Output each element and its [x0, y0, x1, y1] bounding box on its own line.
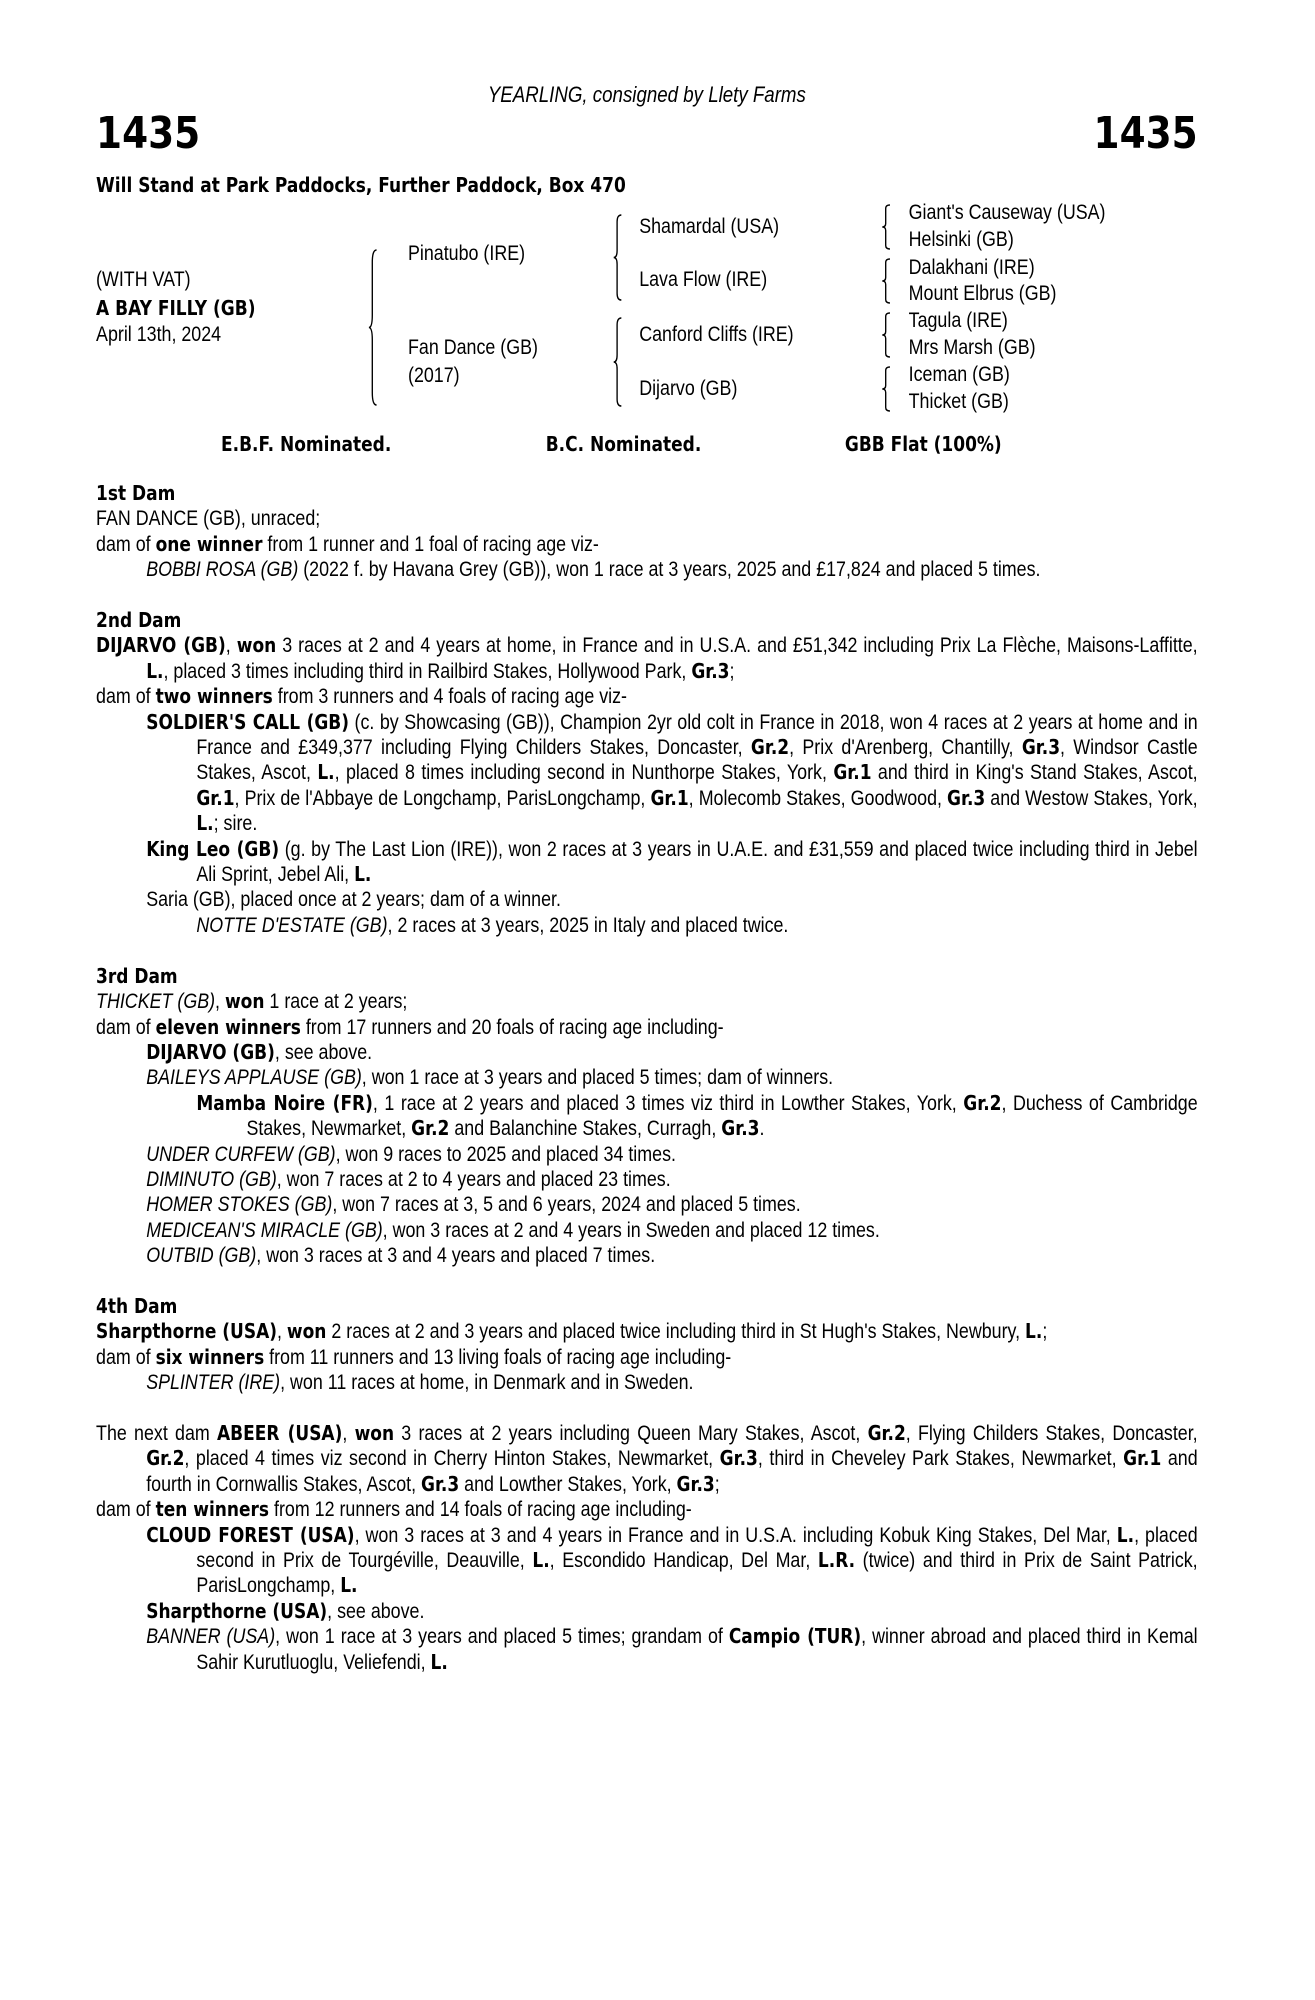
- italic-text: BANNER (USA): [146, 1625, 276, 1649]
- ancestor-ggd: Mrs Marsh (GB): [908, 336, 1036, 359]
- dam-line-text: [96, 481, 1198, 1700]
- text: , see above.: [327, 1599, 425, 1623]
- bold-text: six winners: [155, 1344, 265, 1369]
- text: , won 3 races at 2 and 4 years in Sweden and placed 12 times.: [382, 1218, 880, 1242]
- pedigree-paragraph: [96, 1599, 1198, 1624]
- italic-text: UNDER CURFEW (GB): [146, 1142, 336, 1166]
- bold-text: Gr.2: [963, 1090, 1002, 1115]
- text: from 11 runners and 13 living foals of racing age including-: [264, 1345, 732, 1369]
- bold-text: L.: [1116, 1522, 1135, 1547]
- text: , Duchess of Cambridge Stakes, Newmarket,: [246, 1091, 1198, 1141]
- bold-text: L.: [317, 760, 335, 785]
- ancestor-ggs: Giant's Causeway (USA): [908, 201, 1106, 224]
- bold-text: Gr.3: [421, 1471, 460, 1496]
- stabling-location: Will Stand at Park Paddocks, Further Paddock, Box 470: [96, 173, 626, 197]
- pedigree-paragraph: [96, 913, 1198, 938]
- pedigree-paragraph: [96, 684, 1198, 709]
- text: ,: [342, 1421, 355, 1445]
- text: , third in Cheveley Park Stakes, Newmarket,: [757, 1447, 1124, 1471]
- dam-section: [96, 481, 1198, 583]
- text: , won 7 races at 2 to 4 years and placed 23 times.: [276, 1167, 671, 1191]
- bold-text: DIJARVO (GB): [146, 1039, 275, 1064]
- brace-icon: [882, 259, 891, 303]
- text: .: [759, 1117, 765, 1141]
- text: 3 races at 2 years including Queen Mary Stakes, Ascot,: [394, 1421, 868, 1445]
- italic-text: OUTBID (GB): [146, 1244, 257, 1268]
- text: from 1 runner and 1 foal of racing age viz-: [262, 532, 599, 556]
- brace-icon: [614, 215, 623, 300]
- text: , placed 8 times including second in Nunthorpe Stakes, York,: [334, 761, 834, 785]
- text: from 3 runners and 4 foals of racing age viz-: [272, 685, 628, 709]
- pedigree-paragraph: [96, 1218, 1198, 1243]
- dam-dam: Dijarvo (GB): [639, 377, 738, 400]
- gbb-flat: GBB Flat (100%): [844, 432, 1002, 456]
- text: (2022 f. by Havana Grey (GB)), won 1 race at 3 years, 2025 and £17,824 and placed 5 times.: [298, 558, 1041, 582]
- ancestor-ggs: Dalakhani (IRE): [908, 256, 1035, 279]
- bold-text: won: [224, 989, 265, 1014]
- text: Saria (GB), placed once at 2 years; dam of a winner.: [146, 888, 561, 912]
- pedigree-paragraph: [96, 1015, 1198, 1040]
- text: and fourth in Cornwallis Stakes, Ascot,: [146, 1447, 1198, 1496]
- pedigree-paragraph: [96, 989, 1198, 1014]
- pedigree-paragraph: [96, 1370, 1198, 1395]
- lot-number-left: 1435: [96, 108, 201, 159]
- pedigree-paragraph: [96, 1497, 1198, 1522]
- section-heading: 4th Dam: [96, 1293, 178, 1318]
- bold-text: King Leo (GB): [146, 836, 280, 861]
- italic-text: HOMER STOKES (GB): [146, 1193, 333, 1217]
- italic-text: SPLINTER (IRE): [146, 1371, 281, 1395]
- text: 3 races at 2 and 4 years at home, in France and in U.S.A. and £51,342 including Prix La Flèche, Maisons-Laffitte,: [276, 634, 1198, 658]
- bold-text: Gr.3: [676, 1471, 715, 1496]
- bold-text: Gr.1: [650, 785, 689, 810]
- text: , won 7 races at 3, 5 and 6 years, 2024 and placed 5 times.: [332, 1193, 801, 1217]
- text: ,: [215, 990, 225, 1014]
- bold-text: Gr.1: [1123, 1446, 1162, 1471]
- text: , winner abroad and placed third in Kemal Sahir Kurutluoglu, Veliefendi,: [196, 1625, 1198, 1674]
- pedigree-paragraph: [96, 1040, 1198, 1065]
- brace-icon: [882, 313, 891, 357]
- bold-text: won: [236, 633, 277, 658]
- bold-text: Gr.2: [411, 1116, 450, 1141]
- section-heading: 3rd Dam: [96, 963, 178, 988]
- text: , won 3 races at 3 and 4 years in France and in U.S.A. including Kobuk King Stakes, Del Mar,: [354, 1523, 1117, 1547]
- bc-nomination: B.C. Nominated.: [545, 432, 702, 456]
- text: , won 9 races to 2025 and placed 34 times.: [335, 1142, 676, 1166]
- text: (g. by The Last Lion (IRE)), won 2 races at 3 years in U.A.E. and £31,559 and placed twice including third in Jebel Ali Sprint, Jebel Ali,: [196, 837, 1198, 887]
- dam-sire: Canford Cliffs (IRE): [639, 323, 794, 346]
- bold-text: L.R.: [817, 1548, 856, 1572]
- italic-text: DIMINUTO (GB): [146, 1167, 277, 1191]
- text: , placed 3 times including third in Railbird Stakes, Hollywood Park,: [163, 659, 692, 683]
- text: , Flying Childers Stakes, Doncaster,: [905, 1421, 1198, 1445]
- pedigree-paragraph: [96, 1624, 1198, 1675]
- text: , Prix de l'Abbaye de Longchamp, ParisLongchamp,: [234, 786, 651, 810]
- text: ,: [277, 1320, 287, 1344]
- bold-text: ABEER (USA): [216, 1420, 343, 1445]
- text: , Molecomb Stakes, Goodwood,: [688, 786, 948, 810]
- brace-icon: [614, 318, 623, 406]
- text: , won 3 races at 3 and 4 years and placed 7 times.: [256, 1244, 656, 1268]
- text: dam of: [96, 1498, 156, 1522]
- bold-text: Gr.3: [947, 785, 986, 810]
- text: and Balanchine Stakes, Curragh,: [449, 1117, 722, 1141]
- sire: Pinatubo (IRE): [408, 242, 526, 265]
- bold-text: eleven winners: [155, 1014, 301, 1039]
- sire-sire: Shamardal (USA): [639, 215, 780, 238]
- bold-text: Gr.1: [196, 785, 235, 810]
- pedigree-paragraph: [96, 1421, 1198, 1497]
- text: 1 race at 2 years;: [264, 990, 408, 1014]
- bold-text: L.: [532, 1548, 550, 1572]
- ancestor-ggs: Tagula (IRE): [908, 309, 1008, 332]
- pedigree-paragraph: [96, 1167, 1198, 1192]
- bold-text: won: [286, 1319, 327, 1344]
- text: ;: [714, 1472, 720, 1496]
- lot-name: A BAY FILLY (GB): [96, 296, 256, 320]
- bold-text: Sharpthorne (USA): [146, 1598, 328, 1623]
- bold-text: DIJARVO (GB): [96, 633, 226, 658]
- italic-text: NOTTE D'ESTATE (GB): [196, 913, 388, 937]
- ebf-nomination: E.B.F. Nominated.: [221, 432, 392, 456]
- text: dam of: [96, 1015, 156, 1039]
- vat-note: (WITH VAT): [96, 268, 191, 291]
- text: from 12 runners and 14 foals of racing age including-: [269, 1498, 692, 1522]
- text: dam of: [96, 532, 156, 556]
- text: ;: [729, 659, 735, 683]
- bold-text: Campio (TUR): [728, 1624, 862, 1649]
- text: ;: [1042, 1320, 1048, 1344]
- bold-text: Gr.3: [691, 658, 730, 683]
- dam: Fan Dance (GB): [408, 336, 538, 359]
- text: , see above.: [274, 1040, 373, 1064]
- bold-text: CLOUD FOREST (USA): [146, 1522, 355, 1547]
- bold-text: Gr.3: [1021, 735, 1061, 760]
- text: , placed second in Prix de Tourgéville, Deauville,: [196, 1523, 1198, 1572]
- text: from 17 runners and 20 foals of racing age including-: [300, 1015, 724, 1039]
- section-heading: 2nd Dam: [96, 608, 182, 633]
- bold-text: SOLDIER'S CALL (GB): [146, 709, 350, 734]
- bold-text: ten winners: [155, 1497, 270, 1522]
- text: , Prix d'Arenberg, Chantilly,: [789, 736, 1022, 760]
- pedigree-paragraph: [96, 1192, 1198, 1217]
- ancestor-ggd: Mount Elbrus (GB): [908, 282, 1057, 305]
- text: , won 1 race at 3 years and placed 5 times; grandam of: [275, 1625, 729, 1649]
- bold-text: L.: [430, 1649, 448, 1674]
- text: and Lowther Stakes, York,: [459, 1472, 677, 1496]
- text: dam of: [96, 1345, 156, 1369]
- ancestor-ggd: Thicket (GB): [908, 390, 1009, 413]
- bold-text: Gr.1: [833, 760, 872, 785]
- bold-text: Mamba Noire (FR): [196, 1090, 373, 1115]
- pedigree-paragraph: [96, 1319, 1198, 1344]
- bold-text: Gr.2: [867, 1420, 906, 1445]
- text: , placed 4 times viz second in Cherry Hinton Stakes, Newmarket,: [184, 1447, 720, 1471]
- bold-text: won: [354, 1420, 395, 1445]
- pedigree-paragraph: [96, 1142, 1198, 1167]
- text: 2 races at 2 and 3 years and placed twice including third in St Hugh's Stakes, Newbury,: [326, 1320, 1026, 1344]
- brace-icon: [882, 367, 891, 411]
- bold-text: Gr.2: [146, 1446, 185, 1471]
- bold-text: Sharpthorne (USA): [96, 1319, 278, 1344]
- bold-text: L.: [1025, 1319, 1043, 1344]
- pedigree-paragraph: [96, 1243, 1198, 1268]
- text: (c. by Showcasing (GB)), Champion 2yr old colt in France in 2018, won 4 races at 2 years at home and in France and £349,377 including Flying Childers Stakes, Doncaster,: [196, 710, 1198, 760]
- bold-text: L.: [196, 811, 214, 836]
- text: and Westow Stakes, York,: [985, 786, 1198, 810]
- italic-text: BOBBI ROSA (GB): [146, 558, 299, 582]
- text: dam of: [96, 685, 156, 709]
- pedigree-paragraph: [96, 887, 1198, 912]
- ancestor-ggs: Iceman (GB): [908, 363, 1010, 386]
- brace-icon: [882, 205, 891, 249]
- italic-text: BAILEYS APPLAUSE (GB): [146, 1066, 362, 1090]
- text: and third in King's Stand Stakes, Ascot,: [871, 761, 1198, 785]
- pedigree-paragraph: [96, 710, 1198, 837]
- pedigree-paragraph: [96, 1091, 1198, 1142]
- dam-section: [96, 608, 1198, 938]
- bold-text: L.: [340, 1573, 358, 1598]
- dam-year: (2017): [408, 364, 460, 387]
- pedigree-paragraph: [96, 1345, 1198, 1370]
- text: , Windsor Castle Stakes, Ascot,: [196, 736, 1198, 785]
- italic-text: THICKET (GB): [96, 990, 216, 1014]
- foaling-date: April 13th, 2024: [96, 323, 222, 346]
- text: The next dam: [96, 1421, 217, 1445]
- brace-icon: [369, 250, 378, 405]
- sire-dam: Lava Flow (IRE): [639, 268, 768, 291]
- section-heading: 1st Dam: [96, 481, 176, 505]
- pedigree-paragraph: [96, 837, 1198, 888]
- bold-text: L.: [146, 658, 164, 683]
- text: ; sire.: [213, 812, 258, 836]
- dam-section: [96, 964, 1198, 1269]
- text: , won 1 race at 3 years and placed 5 times; dam of winners.: [361, 1066, 834, 1090]
- bold-text: two winners: [155, 684, 273, 709]
- text: , 2 races at 3 years, 2025 in Italy and placed twice.: [387, 913, 789, 937]
- italic-text: MEDICEAN'S MIRACLE (GB): [146, 1218, 383, 1242]
- dam-section: [96, 1294, 1198, 1396]
- text: FAN DANCE (GB), unraced;: [96, 507, 321, 531]
- pedigree-paragraph: [96, 532, 1198, 557]
- ancestor-ggd: Helsinki (GB): [908, 228, 1014, 251]
- text: , Escondido Handicap, Del Mar,: [549, 1549, 818, 1572]
- bold-text: Gr.3: [721, 1116, 760, 1141]
- consignment-line: YEARLING, consigned by Llety Farms: [487, 82, 806, 107]
- bold-text: Gr.2: [750, 735, 790, 760]
- dam-section: [96, 1421, 1198, 1675]
- pedigree-paragraph: [96, 506, 1198, 531]
- pedigree-paragraph: [96, 633, 1198, 684]
- pedigree-paragraph: [96, 557, 1198, 582]
- pedigree-paragraph: [96, 1065, 1198, 1090]
- pedigree-paragraph: [96, 1523, 1198, 1599]
- bold-text: one winner: [155, 531, 263, 556]
- text: , 1 race at 2 years and placed 3 times viz third in Lowther Stakes, York,: [372, 1091, 964, 1115]
- bold-text: Gr.3: [719, 1446, 758, 1471]
- text: (twice) and third in Prix de Saint Patrick, ParisLongchamp,: [196, 1549, 1198, 1598]
- lot-number-right: 1435: [1093, 108, 1198, 159]
- text: ,: [225, 634, 237, 658]
- text: , won 11 races at home, in Denmark and in Sweden.: [280, 1371, 694, 1395]
- bold-text: L.: [354, 862, 372, 887]
